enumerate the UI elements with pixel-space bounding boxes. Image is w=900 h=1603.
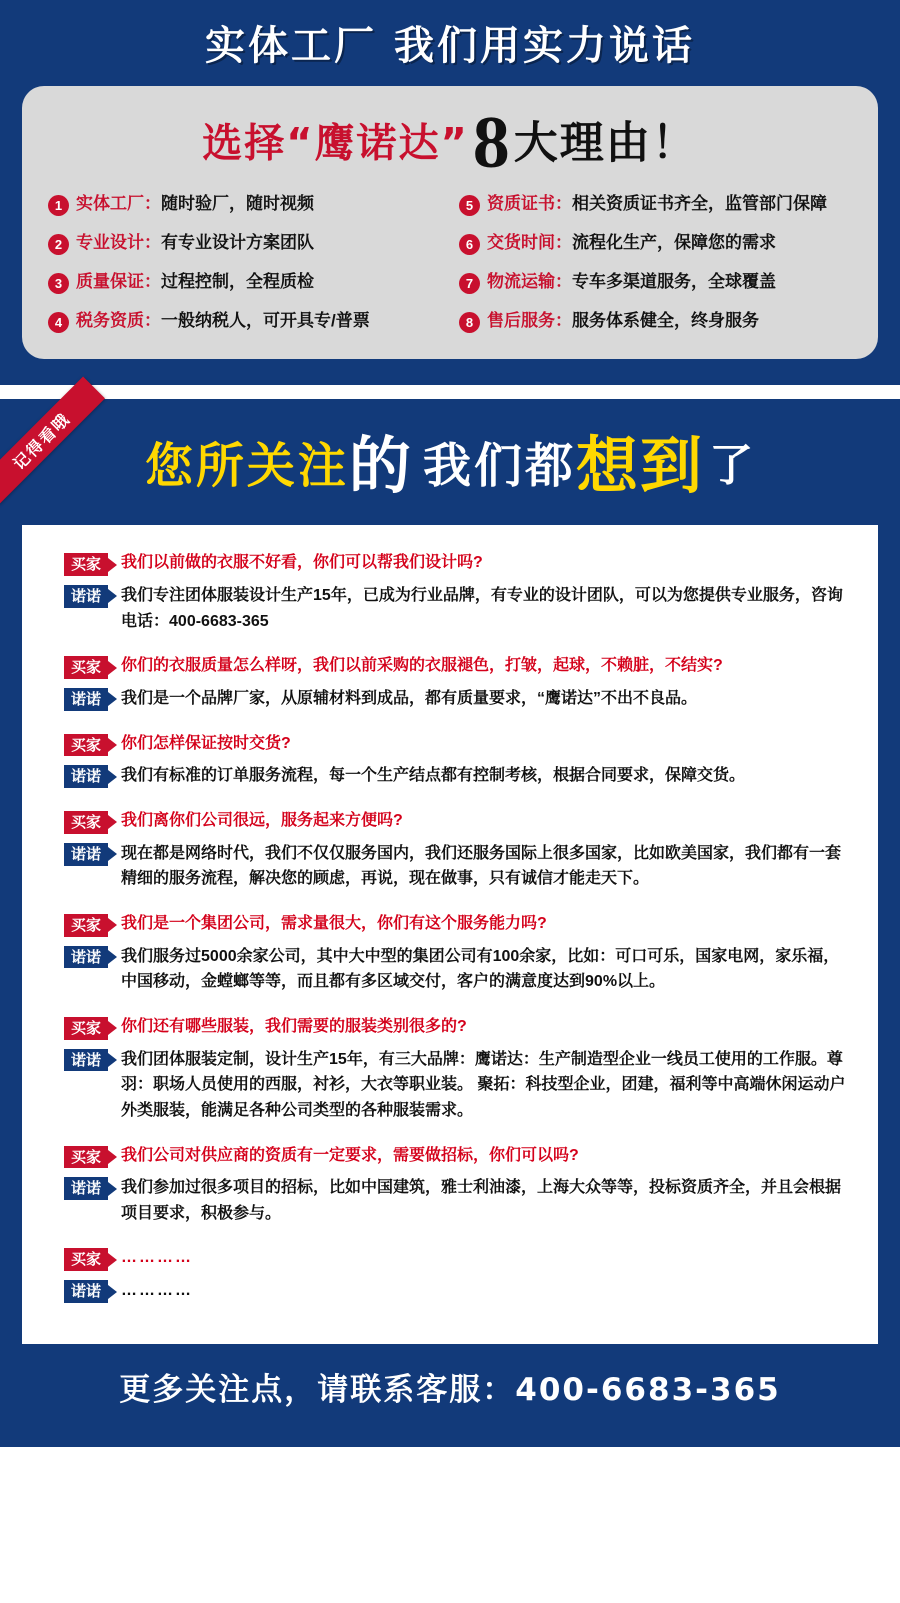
- reason-number: 2: [48, 234, 69, 255]
- qa-question-row: [46, 1144, 854, 1169]
- reason-item: [459, 310, 852, 333]
- banner-headline: 实体工厂 我们用实力说话: [205, 23, 695, 69]
- qa-title-part-5: 了: [709, 440, 756, 492]
- qa-answer-text: …………: [121, 1282, 194, 1300]
- qa-question-row: [46, 732, 854, 757]
- reasons-heading-number: 8: [472, 102, 510, 184]
- section-divider: [0, 385, 900, 399]
- qa-answer-row: [46, 841, 854, 892]
- reason-text: 一般纳税人，可开具专/普票: [161, 311, 370, 331]
- qa-answer-row: [46, 1047, 854, 1124]
- qa-question-text: 你们的衣服质量怎么样呀，我们以前采购的衣服褪色，打皱，起球，不赖脏，不结实?: [121, 657, 723, 675]
- reasons-heading-brand: 选择“鹰诺达”: [202, 120, 469, 167]
- reasons-grid: [48, 193, 852, 333]
- reason-number: 3: [48, 273, 69, 294]
- qa-block: [46, 1015, 854, 1124]
- qa-question-text: 你们怎样保证按时交货?: [121, 734, 291, 752]
- buyer-tag: 买家: [64, 914, 108, 937]
- reason-number: 8: [459, 312, 480, 333]
- qa-question-text: 你们还有哪些服装，我们需要的服装类别很多的?: [121, 1017, 467, 1035]
- qa-answer-row: [46, 1175, 854, 1226]
- qa-question-row: [46, 551, 854, 576]
- qa-answer-text: 我们是一个品牌厂家，从原辅材料到成品，都有质量要求，“鹰诺达”不出不良品。: [121, 689, 698, 707]
- answer-tag: 诺诺: [64, 585, 108, 608]
- reason-title: 专业设计：: [76, 233, 161, 253]
- qa-block: [46, 809, 854, 892]
- reason-text: 有专业设计方案团队: [161, 233, 314, 253]
- reason-text: 服务体系健全，终身服务: [572, 311, 759, 331]
- reason-title: 交货时间：: [487, 233, 572, 253]
- qa-question-row: [46, 1246, 854, 1271]
- qa-question-text: 我们是一个集团公司，需求量很大，你们有这个服务能力吗?: [121, 914, 547, 932]
- reason-item: [48, 193, 441, 216]
- qa-question-text: 我们离你们公司很远，服务起来方便吗?: [121, 811, 403, 829]
- reason-title: 实体工厂：: [76, 194, 161, 214]
- qa-answer-row: [46, 1278, 854, 1304]
- qa-section: [0, 399, 900, 1447]
- answer-tag: 诺诺: [64, 946, 108, 969]
- reason-number: 1: [48, 195, 69, 216]
- reason-text: 随时验厂，随时视频: [161, 194, 314, 214]
- qa-block: [46, 912, 854, 995]
- footer-contact-text: 更多关注点，请联系客服：400-6683-365: [119, 1371, 781, 1408]
- reason-item: [48, 232, 441, 255]
- buyer-tag: 买家: [64, 1146, 108, 1169]
- qa-card: [22, 525, 878, 1344]
- qa-block: [46, 654, 854, 711]
- qa-question-text: 我们公司对供应商的资质有一定要求，需要做招标，你们可以吗?: [121, 1146, 579, 1164]
- qa-section-title: [0, 399, 900, 525]
- qa-question-text: …………: [121, 1249, 194, 1267]
- qa-answer-text: 我们有标准的订单服务流程，每一个生产结点都有控制考核，根据合同要求，保障交货。: [121, 767, 746, 785]
- answer-tag: 诺诺: [64, 843, 108, 866]
- corner-ribbon: 记得看哦: [0, 377, 105, 505]
- reason-title: 税务资质：: [76, 311, 161, 331]
- qa-answer-row: [46, 686, 854, 712]
- qa-answer-text: 现在都是网络时代，我们不仅仅服务国内，我们还服务国际上很多国家，比如欧美国家，我们都有一套精细的服务流程，解决您的顾虑，再说，现在做事，只有诚信才能走天下。: [121, 844, 842, 888]
- qa-question-row: [46, 809, 854, 834]
- qa-question-row: [46, 912, 854, 937]
- answer-tag: 诺诺: [64, 688, 108, 711]
- qa-question-row: [46, 654, 854, 679]
- qa-answer-text: 我们团体服装定制，设计生产15年，有三大品牌：鹰诺达：生产制造型企业一线员工使用的工作服。尊羽：职场人员使用的西服，衬衫，大衣等职业装。 聚拓：科技型企业，团建，福利等中高端休闲运动户外类服装，能满足各种公司类型的各种服装需求。: [121, 1050, 846, 1119]
- buyer-tag: 买家: [64, 734, 108, 757]
- qa-answer-row: [46, 944, 854, 995]
- buyer-tag: 买家: [64, 1017, 108, 1040]
- reasons-section: [0, 0, 900, 385]
- reason-number: 4: [48, 312, 69, 333]
- qa-question-text: 我们以前做的衣服不好看，你们可以帮我们设计吗?: [121, 554, 483, 572]
- reason-item: [48, 271, 441, 294]
- qa-title-part-4: 想到: [576, 429, 705, 503]
- reason-title: 物流运输：: [487, 272, 572, 292]
- answer-tag: 诺诺: [64, 1177, 108, 1200]
- reason-text: 专车多渠道服务，全球覆盖: [572, 272, 776, 292]
- reason-title: 质量保证：: [76, 272, 161, 292]
- reason-item: [459, 193, 852, 216]
- reason-text: 流程化生产，保障您的需求: [572, 233, 776, 253]
- buyer-tag: 买家: [64, 553, 108, 576]
- reason-item: [459, 232, 852, 255]
- reason-title: 售后服务：: [487, 311, 572, 331]
- qa-block: [46, 1246, 854, 1303]
- qa-answer-text: 我们服务过5000余家公司，其中大中型的集团公司有100余家，比如：可口可乐，国家电网，家乐福，中国移动，金螳螂等等，而且都有多区域交付，客户的满意度达到90%以上。: [121, 947, 840, 991]
- reason-number: 6: [459, 234, 480, 255]
- reason-text: 相关资质证书齐全，监管部门保障: [572, 194, 827, 214]
- reason-number: 7: [459, 273, 480, 294]
- reason-text: 过程控制，全程质检: [161, 272, 314, 292]
- qa-answer-text: 我们专注团体服装设计生产15年，已成为行业品牌，有专业的设计团队，可以为您提供专业服务，咨询电话：400-6683-365: [121, 586, 843, 630]
- answer-tag: 诺诺: [64, 1280, 108, 1303]
- qa-title-part-3: 我们都: [423, 438, 577, 495]
- reason-number: 5: [459, 195, 480, 216]
- qa-question-row: [46, 1015, 854, 1040]
- qa-block: [46, 1144, 854, 1227]
- reason-title: 资质证书：: [487, 194, 572, 214]
- qa-answer-text: 我们参加过很多项目的招标，比如中国建筑，雅士利油漆，上海大众等等，投标资质齐全，并且会根据项目要求，积极参与。: [121, 1179, 842, 1222]
- qa-answer-row: [46, 763, 854, 789]
- buyer-tag: 买家: [64, 1248, 108, 1271]
- qa-block: [46, 551, 854, 634]
- qa-title-part-2: 的: [348, 429, 413, 503]
- answer-tag: 诺诺: [64, 765, 108, 788]
- qa-answer-row: [46, 583, 854, 634]
- buyer-tag: 买家: [64, 656, 108, 679]
- reasons-heading: [48, 102, 852, 193]
- footer: [0, 1344, 900, 1433]
- reasons-heading-suffix: 大理由！: [513, 117, 698, 169]
- reason-item: [459, 271, 852, 294]
- reason-item: [48, 310, 441, 333]
- qa-title-part-1: 您所关注: [144, 438, 349, 495]
- reasons-card: [22, 86, 878, 359]
- answer-tag: 诺诺: [64, 1049, 108, 1072]
- qa-block: [46, 732, 854, 789]
- buyer-tag: 买家: [64, 811, 108, 834]
